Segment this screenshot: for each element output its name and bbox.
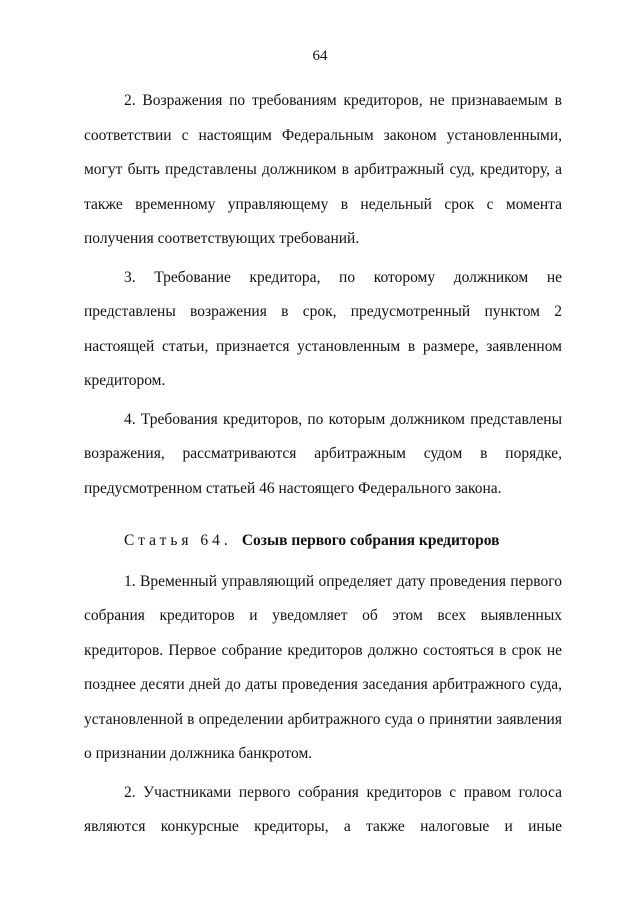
paragraph-first-meeting-date: 1. Временный управляющий определяет дату проведения первого собрания кредиторов и уведомляет об этом всех выявленных кредиторов. Первое собрание кредиторов должно состояться в срок не позднее десяти дней до даты проведения заседания арбитражного суда, установленной в определении арбитражного суда о принятии заявления о признании должника банкротом.: [84, 572, 562, 762]
article-label: Статья 64.: [124, 532, 232, 549]
paragraph-contested-claims: 4. Требования кредиторов, по которым должником представлены возражения, рассматриваются арбитражным судом в порядке, предусмотренном статьей 46 настоящего Федерального закона.: [84, 410, 562, 497]
paragraph-meeting-participants: 2. Участниками первого собрания кредиторов с правом голоса являются конкурсные кредиторы, а также налоговые и иные: [84, 783, 562, 835]
document-body: [84, 84, 562, 845]
paragraph-objections: 2. Возражения по требованиям кредиторов, не признаваемым в соответствии с настоящим Федеральным законом установленными, могут быть представлены должником в арбитражный суд, кредитору, а также временному управляющему в недельный срок с момента получения соответствующих требований.: [84, 92, 562, 247]
paragraph-uncontested-claim: 3. Требование кредитора, по которому должником не представлены возражения в срок, предусмотренный пунктом 2 настоящей статьи, признается установленным в размере, заявленном кредитором.: [84, 268, 562, 389]
page-number: 64: [312, 48, 328, 64]
article-title: Созыв первого собрания кредиторов: [241, 532, 500, 549]
article-heading: [84, 520, 562, 559]
